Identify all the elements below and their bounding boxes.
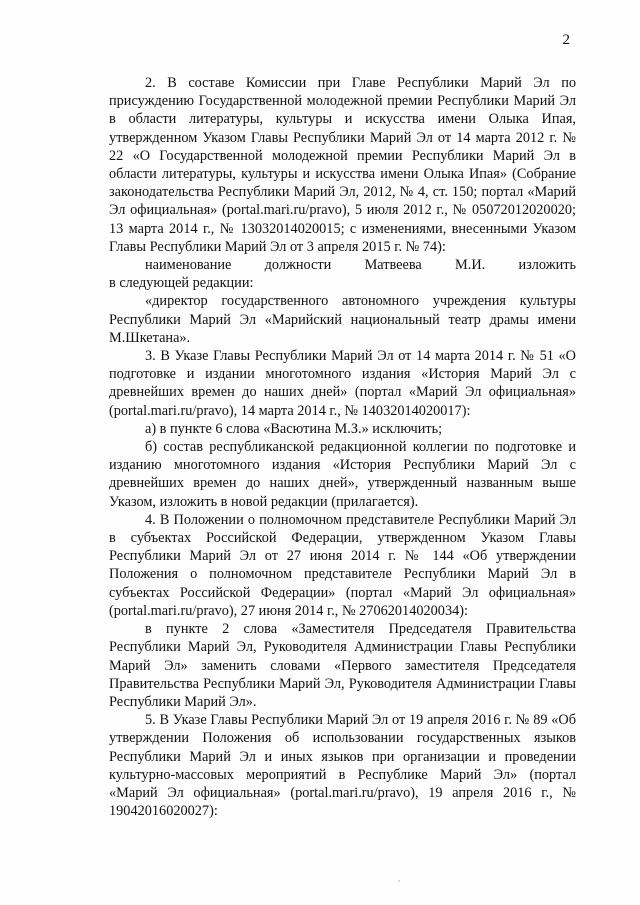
- paragraph-director-quote: «директор государственного автономного учреждения культуры Республики Марий Эл «Марийский национальный театр драмы имени М.Шкетана».: [109, 293, 576, 346]
- paragraph-2-commission: 2. В составе Комиссии при Главе Республики Марий Эл по присуждению Государственной молодежной премии Республики Марий Эл в области литературы, культуры и искусства имени Олыка Ипая, утвержденном Указом Главы Республики Марий Эл от 14 марта 2012 г. № 22 «О Государственной молодежной премии Республики Марий Эл в области литературы, культуры и искусства имени Олыка Ипая» (Собрание законодательства Республики Марий Эл, 2012, № 4, ст. 150; портал «Марий Эл официальная» (portal.mari.ru/pravo), 5 июля 2012 г., № 05072012020020; 13 марта 2014 г., № 13032014020015; с изменениями, внесенными Указом Главы Республики Марий Эл от 3 апреля 2015 г. № 74):: [109, 75, 576, 255]
- paragraph-4-replace-words: в пункте 2 слова «Заместителя Председателя Правительства Республики Марий Эл, Руководителя Администрации Главы Республики Марий Эл» заменить словами «Первого заместителя Председателя Правительства Республики Марий Эл, Руководителя Администрации Главы Республики Марий Эл».: [109, 621, 576, 710]
- paragraph-3a-exclude: а) в пункте 6 слова «Васютина М.З.» исключить;: [145, 420, 443, 437]
- page-number: 2: [562, 32, 570, 48]
- paragraph-4-representative: 4. В Положении о полномочном представителе Республики Марий Эл в субъектах Российской Федерации, утвержденном Указом Главы Республики Марий Эл от 27 июня 2014 г. № 144 «Об утверждении Положения о полномочном представителе Республики Марий Эл в субъектах Российской Федерации» (портал «Марий Эл официальная» (portal.mari.ru/pravo), 27 июня 2014 г., № 27062014020034):: [109, 511, 576, 619]
- paragraph-3-decree-history: 3. В Указе Главы Республики Марий Эл от 14 марта 2014 г. № 51 «О подготовке и издании многотомного издания «История Марий Эл с древнейших времен до наших дней» (портал «Марий Эл официальная» (portal.mari.ru/pravo), 14 марта 2014 г., № 14032014020017):: [109, 348, 576, 419]
- paragraph-3b-board: б) состав республиканской редакционной коллегии по подготовке и изданию многотомного издания «История Республики Марий Эл с древнейших времен до наших дней», утвержденный названным выше Указом, изложить в новой редакции (прилагается).: [109, 439, 576, 510]
- paragraph-5-languages: 5. В Указе Главы Республики Марий Эл от 19 апреля 2016 г. № 89 «Об утверждении Положения об использовании государственных языков Республики Марий Эл и иных языков при организации и проведении культурно-массовых мероприятий в Республике Марий Эл» (портал «Марий Эл официальная» (portal.mari.ru/pravo), 19 апреля 2016 г., № 19042016020027):: [109, 712, 576, 820]
- document-body: [109, 74, 576, 820]
- paragraph-position-name: наименование должности Матвеева М.И. изложить: [145, 257, 576, 274]
- paragraph-next-edition: в следующей редакции:: [109, 275, 254, 292]
- scan-speck: [398, 880, 400, 882]
